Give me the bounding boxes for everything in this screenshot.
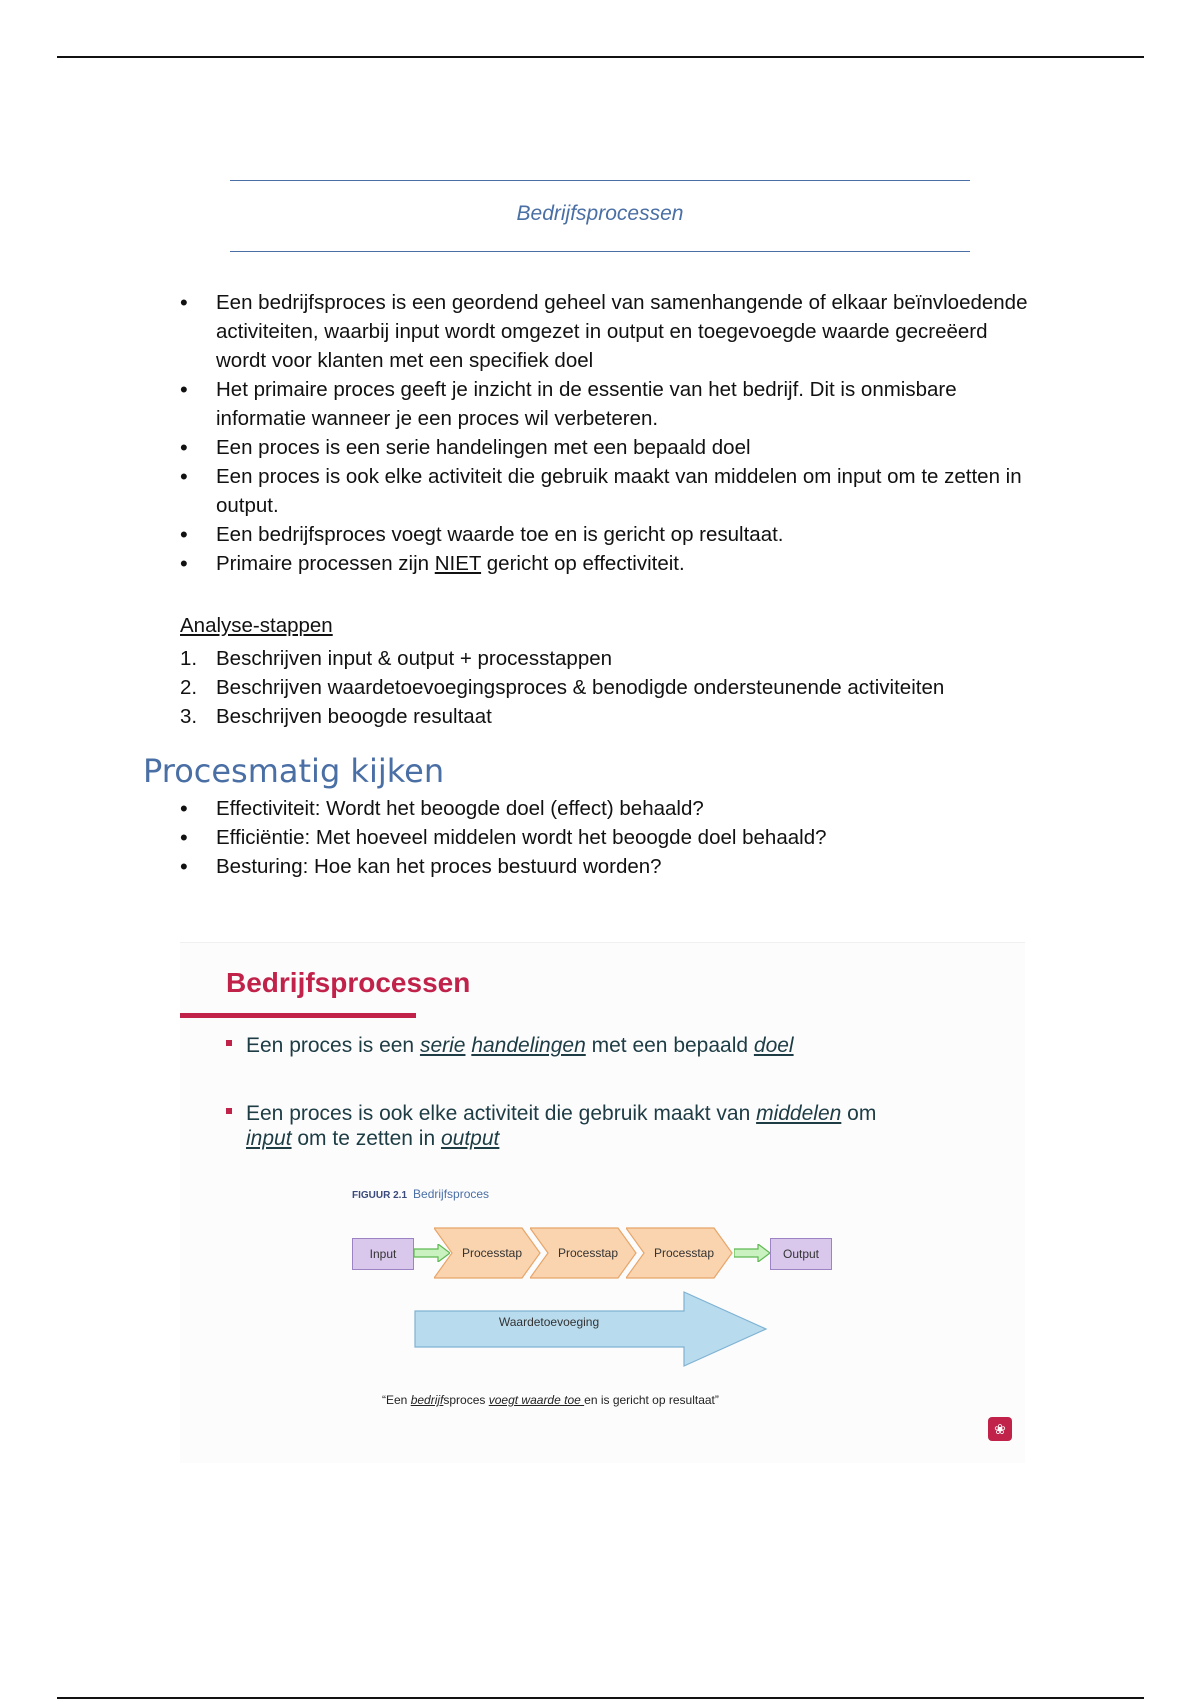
list-item: • Het primaire proces geeft je inzicht in de essentie van het bedrijf. Dit is onmisbare informatie wanneer je een proces wil verbeteren. — [180, 375, 1040, 433]
output-box: Output — [770, 1238, 832, 1270]
intro-bullet-list — [180, 288, 1040, 578]
slide-text: om te zetten in — [291, 1127, 441, 1150]
step-item — [180, 673, 944, 702]
slide-text: Een proces is ook elke activiteit die gebruik maakt van — [246, 1102, 757, 1125]
page-title: Bedrijfsprocessen — [516, 202, 684, 225]
figure-quote — [382, 1393, 782, 1407]
quote-text: sproces — [443, 1393, 489, 1407]
list-item: • Een proces is een serie handelingen met een bepaald doel — [180, 433, 1040, 462]
publisher-logo-icon: ❀ — [988, 1417, 1012, 1441]
emphasis-text: NIET — [434, 552, 482, 575]
quote-emphasis: voegt waarde toe — [488, 1393, 585, 1407]
quote-text: en is gericht op resultaat” — [584, 1393, 719, 1407]
step-text: Beschrijven beoogde resultaat — [216, 705, 492, 728]
analysis-steps — [180, 644, 944, 731]
figure-caption-text: Bedrijfsproces — [413, 1187, 490, 1201]
embedded-slide — [180, 942, 1025, 1463]
list-item: • Effectiviteit: Wordt het beoogde doel (effect) behaald? — [180, 794, 1040, 823]
bullet-text: gericht op effectiviteit. — [481, 552, 685, 575]
value-added-arrow — [414, 1291, 768, 1367]
slide-text: Een proces is een — [246, 1034, 420, 1057]
step-number: 3. — [180, 705, 198, 728]
quote-emphasis: bedrijf — [410, 1393, 444, 1407]
slide-emphasis: output — [440, 1127, 500, 1150]
quote-text: “Een — [382, 1393, 411, 1407]
slide-bullet — [226, 1033, 794, 1058]
slide-bullet — [226, 1101, 876, 1151]
analysis-label: Analyse-stappen — [180, 614, 333, 637]
square-bullet-icon — [226, 1108, 232, 1114]
slide-text: om — [841, 1102, 877, 1125]
arrow-right-icon — [734, 1244, 770, 1262]
title-bottom-line — [230, 251, 970, 252]
slide-emphasis: middelen — [756, 1102, 842, 1125]
slide-emphasis: handelingen — [471, 1034, 586, 1057]
list-item: • Een bedrijfsproces is een geordend geheel van samenhangende of elkaar beïnvloedende activiteiten, waarbij input wordt omgezet in output en toegevoegde waarde gecreëerd wordt voor klanten met een specifiek doel — [180, 288, 1040, 375]
page-bottom-rule — [57, 1697, 1144, 1699]
square-bullet-icon — [226, 1040, 232, 1046]
figure-caption — [352, 1187, 489, 1201]
page-top-rule — [57, 56, 1144, 58]
slide-emphasis: input — [246, 1127, 292, 1150]
process-view-list — [180, 794, 1040, 881]
step-number: 1. — [180, 647, 198, 670]
input-box: Input — [352, 1238, 414, 1270]
slide-title-underline — [180, 1013, 416, 1018]
slide-emphasis: doel — [753, 1034, 794, 1057]
title-top-line — [230, 180, 970, 181]
step-text: Beschrijven waardetoevoegingsproces & benodigde ondersteunende activiteiten — [216, 676, 945, 699]
bullet-text: Primaire processen zijn — [216, 552, 435, 575]
slide-text: met een bepaald — [585, 1034, 754, 1057]
step-item — [180, 644, 944, 673]
list-item — [180, 549, 1040, 578]
list-item: • Een proces is ook elke activiteit die gebruik maakt van middelen om input om te zetten in output. — [180, 462, 1040, 520]
process-step-label: Processtap — [461, 1246, 523, 1260]
step-item — [180, 702, 944, 731]
step-number: 2. — [180, 676, 198, 699]
section-heading: Procesmatig kijken — [143, 752, 445, 790]
value-added-label: Waardetoevoeging — [498, 1315, 600, 1329]
slide-title: Bedrijfsprocessen — [226, 967, 471, 998]
process-step-label: Processtap — [653, 1246, 715, 1260]
list-item: • Efficiëntie: Met hoeveel middelen wordt het beoogde doel behaald? — [180, 823, 1040, 852]
step-text: Beschrijven input & output + processtappen — [216, 647, 613, 670]
list-item: • Een bedrijfsproces voegt waarde toe en is gericht op resultaat. — [180, 520, 1040, 549]
slide-emphasis: serie — [419, 1034, 466, 1057]
figure-tag: FIGUUR 2.1 — [352, 1190, 408, 1201]
list-item: • Besturing: Hoe kan het proces bestuurd worden? — [180, 852, 1040, 881]
process-step-label: Processtap — [557, 1246, 619, 1260]
